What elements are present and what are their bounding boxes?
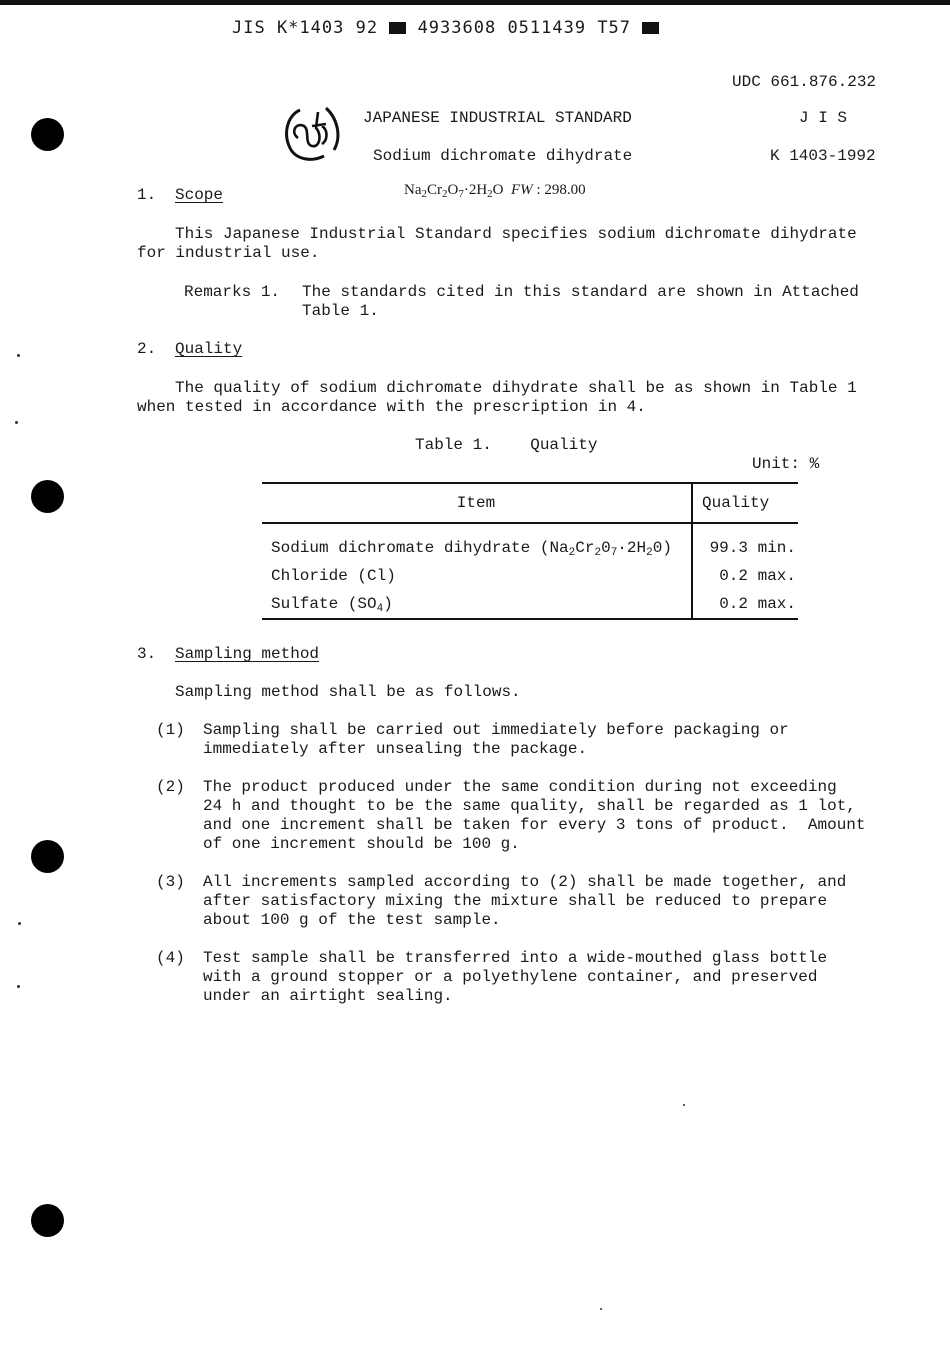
binder-hole-icon bbox=[31, 118, 64, 151]
list-item-line: after satisfactory mixing the mixture shall be reduced to prepare bbox=[203, 892, 828, 910]
header-item: Item bbox=[262, 483, 692, 523]
list-item-number: (4) bbox=[156, 949, 185, 967]
speck bbox=[600, 1308, 602, 1310]
list-item-line: All increments sampled according to (2) shall be made together, and bbox=[203, 873, 847, 891]
row-item: Chloride (Cl) bbox=[262, 562, 692, 590]
header-code-right: 4933608 0511439 T57 bbox=[417, 18, 632, 38]
section-2-heading: Quality bbox=[175, 340, 243, 358]
table-unit: Unit: % bbox=[752, 455, 820, 473]
udc-number: UDC 661.876.232 bbox=[732, 73, 877, 91]
list-item-number: (3) bbox=[156, 873, 185, 891]
jis-mark-logo-icon bbox=[282, 104, 344, 166]
table-row bbox=[262, 562, 798, 590]
scope-para-line: This Japanese Industrial Standard specifies sodium dichromate dihydrate bbox=[175, 225, 857, 243]
quality-table bbox=[262, 482, 798, 620]
row-item: Sodium dichromate dihydrate $(Na_2Cr_20_7\cdot 2H_20)$ bbox=[262, 523, 692, 562]
fw-value: : 298.00 bbox=[536, 182, 586, 198]
list-item-line: immediately after unsealing the package. bbox=[203, 740, 588, 758]
black-square-icon bbox=[389, 22, 406, 34]
fw-label: FW bbox=[511, 182, 533, 198]
speck bbox=[683, 1104, 685, 1106]
document-header-code bbox=[232, 18, 659, 38]
binder-hole-icon bbox=[31, 480, 64, 513]
list-item-number: (2) bbox=[156, 778, 185, 796]
top-edge-bar bbox=[0, 0, 950, 5]
row-item: Sulfate $(SO_4)$ bbox=[262, 590, 692, 619]
list-item-line: Test sample shall be transferred into a wide-mouthed glass bottle bbox=[203, 949, 828, 967]
jis-label: J I S bbox=[799, 109, 848, 127]
quality-para-line: when tested in accordance with the prescription in 4. bbox=[137, 398, 646, 416]
list-item-line: with a ground stopper or a polyethylene container, and preserved bbox=[203, 968, 818, 986]
standard-number: K 1403-1992 bbox=[770, 147, 876, 165]
remarks-line: The standards cited in this standard are shown in Attached bbox=[302, 283, 859, 301]
chemical-formula: $Na_2Cr_2O_7\cdot 2H_2O$ FW : 298.00 bbox=[404, 182, 586, 200]
black-square-icon bbox=[642, 22, 659, 34]
header-code-left: JIS K*1403 92 bbox=[232, 18, 379, 38]
row-quality: 0.2 max. bbox=[719, 567, 796, 585]
row-quality: 99.3 min. bbox=[709, 539, 796, 557]
section-3-number: 3. bbox=[137, 645, 157, 663]
speck bbox=[17, 354, 20, 357]
sampling-intro: Sampling method shall be as follows. bbox=[175, 683, 521, 701]
header-quality: Quality bbox=[692, 483, 798, 523]
list-item-line: and one increment shall be taken for every 3 tons of product. Amount bbox=[203, 816, 866, 834]
list-item-number: (1) bbox=[156, 721, 185, 739]
scope-para-line: for industrial use. bbox=[137, 244, 320, 262]
list-item-line: of one increment should be 100 g. bbox=[203, 835, 520, 853]
binder-hole-icon bbox=[31, 840, 64, 873]
row-quality: 0.2 max. bbox=[692, 590, 798, 619]
table-row bbox=[262, 590, 798, 619]
speck bbox=[18, 922, 21, 925]
speck bbox=[17, 985, 20, 988]
section-2-number: 2. bbox=[137, 340, 157, 358]
speck bbox=[15, 421, 18, 424]
binder-hole-icon bbox=[31, 1204, 64, 1237]
list-item-line: under an airtight sealing. bbox=[203, 987, 453, 1005]
quality-para-line: The quality of sodium dichromate dihydrate shall be as shown in Table 1 bbox=[175, 379, 857, 397]
table-header-row bbox=[262, 483, 798, 523]
remarks-line: Table 1. bbox=[302, 302, 379, 320]
section-3-heading: Sampling method bbox=[175, 645, 320, 663]
table-caption: Table 1. Quality bbox=[415, 436, 598, 454]
table-row bbox=[262, 523, 798, 562]
list-item-line: 24 h and thought to be the same quality, shall be regarded as 1 lot, bbox=[203, 797, 856, 815]
section-1-heading: Scope bbox=[175, 186, 224, 204]
remarks-label: Remarks 1. bbox=[184, 283, 281, 301]
standard-org: JAPANESE INDUSTRIAL STANDARD bbox=[363, 109, 632, 127]
list-item-line: The product produced under the same condition during not exceeding bbox=[203, 778, 837, 796]
document-title: Sodium dichromate dihydrate bbox=[373, 147, 633, 165]
list-item-line: Sampling shall be carried out immediately before packaging or bbox=[203, 721, 789, 739]
list-item-line: about 100 g of the test sample. bbox=[203, 911, 501, 929]
section-1-number: 1. bbox=[137, 186, 157, 204]
